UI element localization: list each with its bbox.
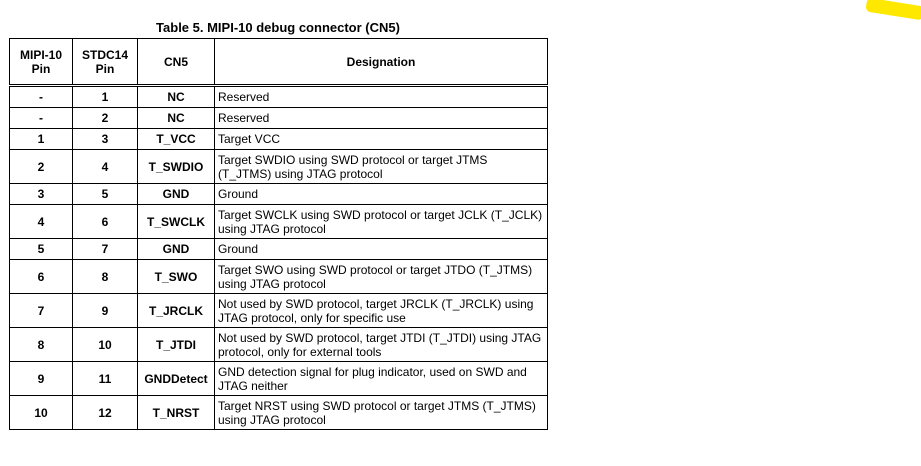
stdc-pin-cell: 2 [73, 108, 138, 129]
table-row [10, 362, 548, 396]
table-row [10, 328, 548, 362]
designation-cell: GND detection signal for plug indicator, used on SWD and JTAG neither [215, 362, 548, 396]
header-stdc-line2: Pin [95, 61, 115, 76]
cn5-signal-cell: GNDDetect [138, 362, 215, 396]
table-row [10, 108, 548, 129]
mipi-pin-cell: 7 [10, 294, 73, 328]
table-row [10, 129, 548, 150]
table-header-row [10, 39, 548, 86]
table-row [10, 396, 548, 430]
header-cn5: CN5 [138, 39, 215, 86]
mipi-pin-cell: 6 [10, 260, 73, 294]
designation-cell: Target VCC [215, 129, 548, 150]
designation-cell: Target NRST using SWD protocol or target JTMS (T_JTMS) using JTAG protocol [215, 396, 548, 430]
designation-cell: Reserved [215, 86, 548, 108]
table-row [10, 86, 548, 108]
mipi-pin-cell: 9 [10, 362, 73, 396]
designation-cell: Reserved [215, 108, 548, 129]
header-designation: Designation [215, 39, 548, 86]
cn5-signal-cell: T_NRST [138, 396, 215, 430]
cn5-signal-cell: T_VCC [138, 129, 215, 150]
header-mipi-line1: MIPI-10 [19, 47, 62, 62]
cn5-signal-cell: T_SWDIO [138, 150, 215, 184]
stdc-pin-cell: 8 [73, 260, 138, 294]
stdc-pin-cell: 3 [73, 129, 138, 150]
header-mipi-line2: Pin [31, 61, 51, 76]
header-mipi-pin [10, 39, 73, 86]
table-row [10, 150, 548, 184]
header-stdc-line1: STDC14 [81, 47, 128, 62]
stdc-pin-cell: 7 [73, 239, 138, 260]
mipi-pin-cell: 4 [10, 205, 73, 239]
designation-cell: Target SWCLK using SWD protocol or target JCLK (T_JCLK) using JTAG protocol [215, 205, 548, 239]
table-row [10, 239, 548, 260]
mipi-pin-cell: 3 [10, 184, 73, 205]
stdc-pin-cell: 11 [73, 362, 138, 396]
designation-cell: Target SWDIO using SWD protocol or target JTMS (T_JTMS) using JTAG protocol [215, 150, 548, 184]
mipi-pin-cell: 1 [10, 129, 73, 150]
mipi-pin-cell: - [10, 86, 73, 108]
cn5-signal-cell: GND [138, 239, 215, 260]
stdc-pin-cell: 1 [73, 86, 138, 108]
mipi-pin-cell: 8 [10, 328, 73, 362]
table-row [10, 205, 548, 239]
highlighter-mark [865, 0, 921, 20]
stdc-pin-cell: 4 [73, 150, 138, 184]
mipi-pin-cell: - [10, 108, 73, 129]
cn5-signal-cell: T_SWCLK [138, 205, 215, 239]
cn5-signal-cell: NC [138, 108, 215, 129]
header-stdc-pin [73, 39, 138, 86]
cn5-signal-cell: GND [138, 184, 215, 205]
mipi-pin-cell: 2 [10, 150, 73, 184]
designation-cell: Ground [215, 184, 548, 205]
designation-cell: Ground [215, 239, 548, 260]
pin-table [9, 38, 548, 430]
designation-cell: Not used by SWD protocol, target JTDI (T_JTDI) using JTAG protocol, only for external tools [215, 328, 548, 362]
cn5-signal-cell: T_JTDI [138, 328, 215, 362]
cn5-signal-cell: T_SWO [138, 260, 215, 294]
mipi-pin-cell: 10 [10, 396, 73, 430]
mipi-pin-cell: 5 [10, 239, 73, 260]
table-title: Table 5. MIPI-10 debug connector (CN5) [156, 20, 400, 35]
cn5-signal-cell: T_JRCLK [138, 294, 215, 328]
designation-cell: Target SWO using SWD protocol or target JTDO (T_JTMS) using JTAG protocol [215, 260, 548, 294]
stdc-pin-cell: 12 [73, 396, 138, 430]
cn5-signal-cell: NC [138, 86, 215, 108]
table-row [10, 294, 548, 328]
table-row [10, 260, 548, 294]
table-row [10, 184, 548, 205]
stdc-pin-cell: 9 [73, 294, 138, 328]
stdc-pin-cell: 6 [73, 205, 138, 239]
stdc-pin-cell: 5 [73, 184, 138, 205]
designation-cell: Not used by SWD protocol, target JRCLK (T_JRCLK) using JTAG protocol, only for specific use [215, 294, 548, 328]
stdc-pin-cell: 10 [73, 328, 138, 362]
